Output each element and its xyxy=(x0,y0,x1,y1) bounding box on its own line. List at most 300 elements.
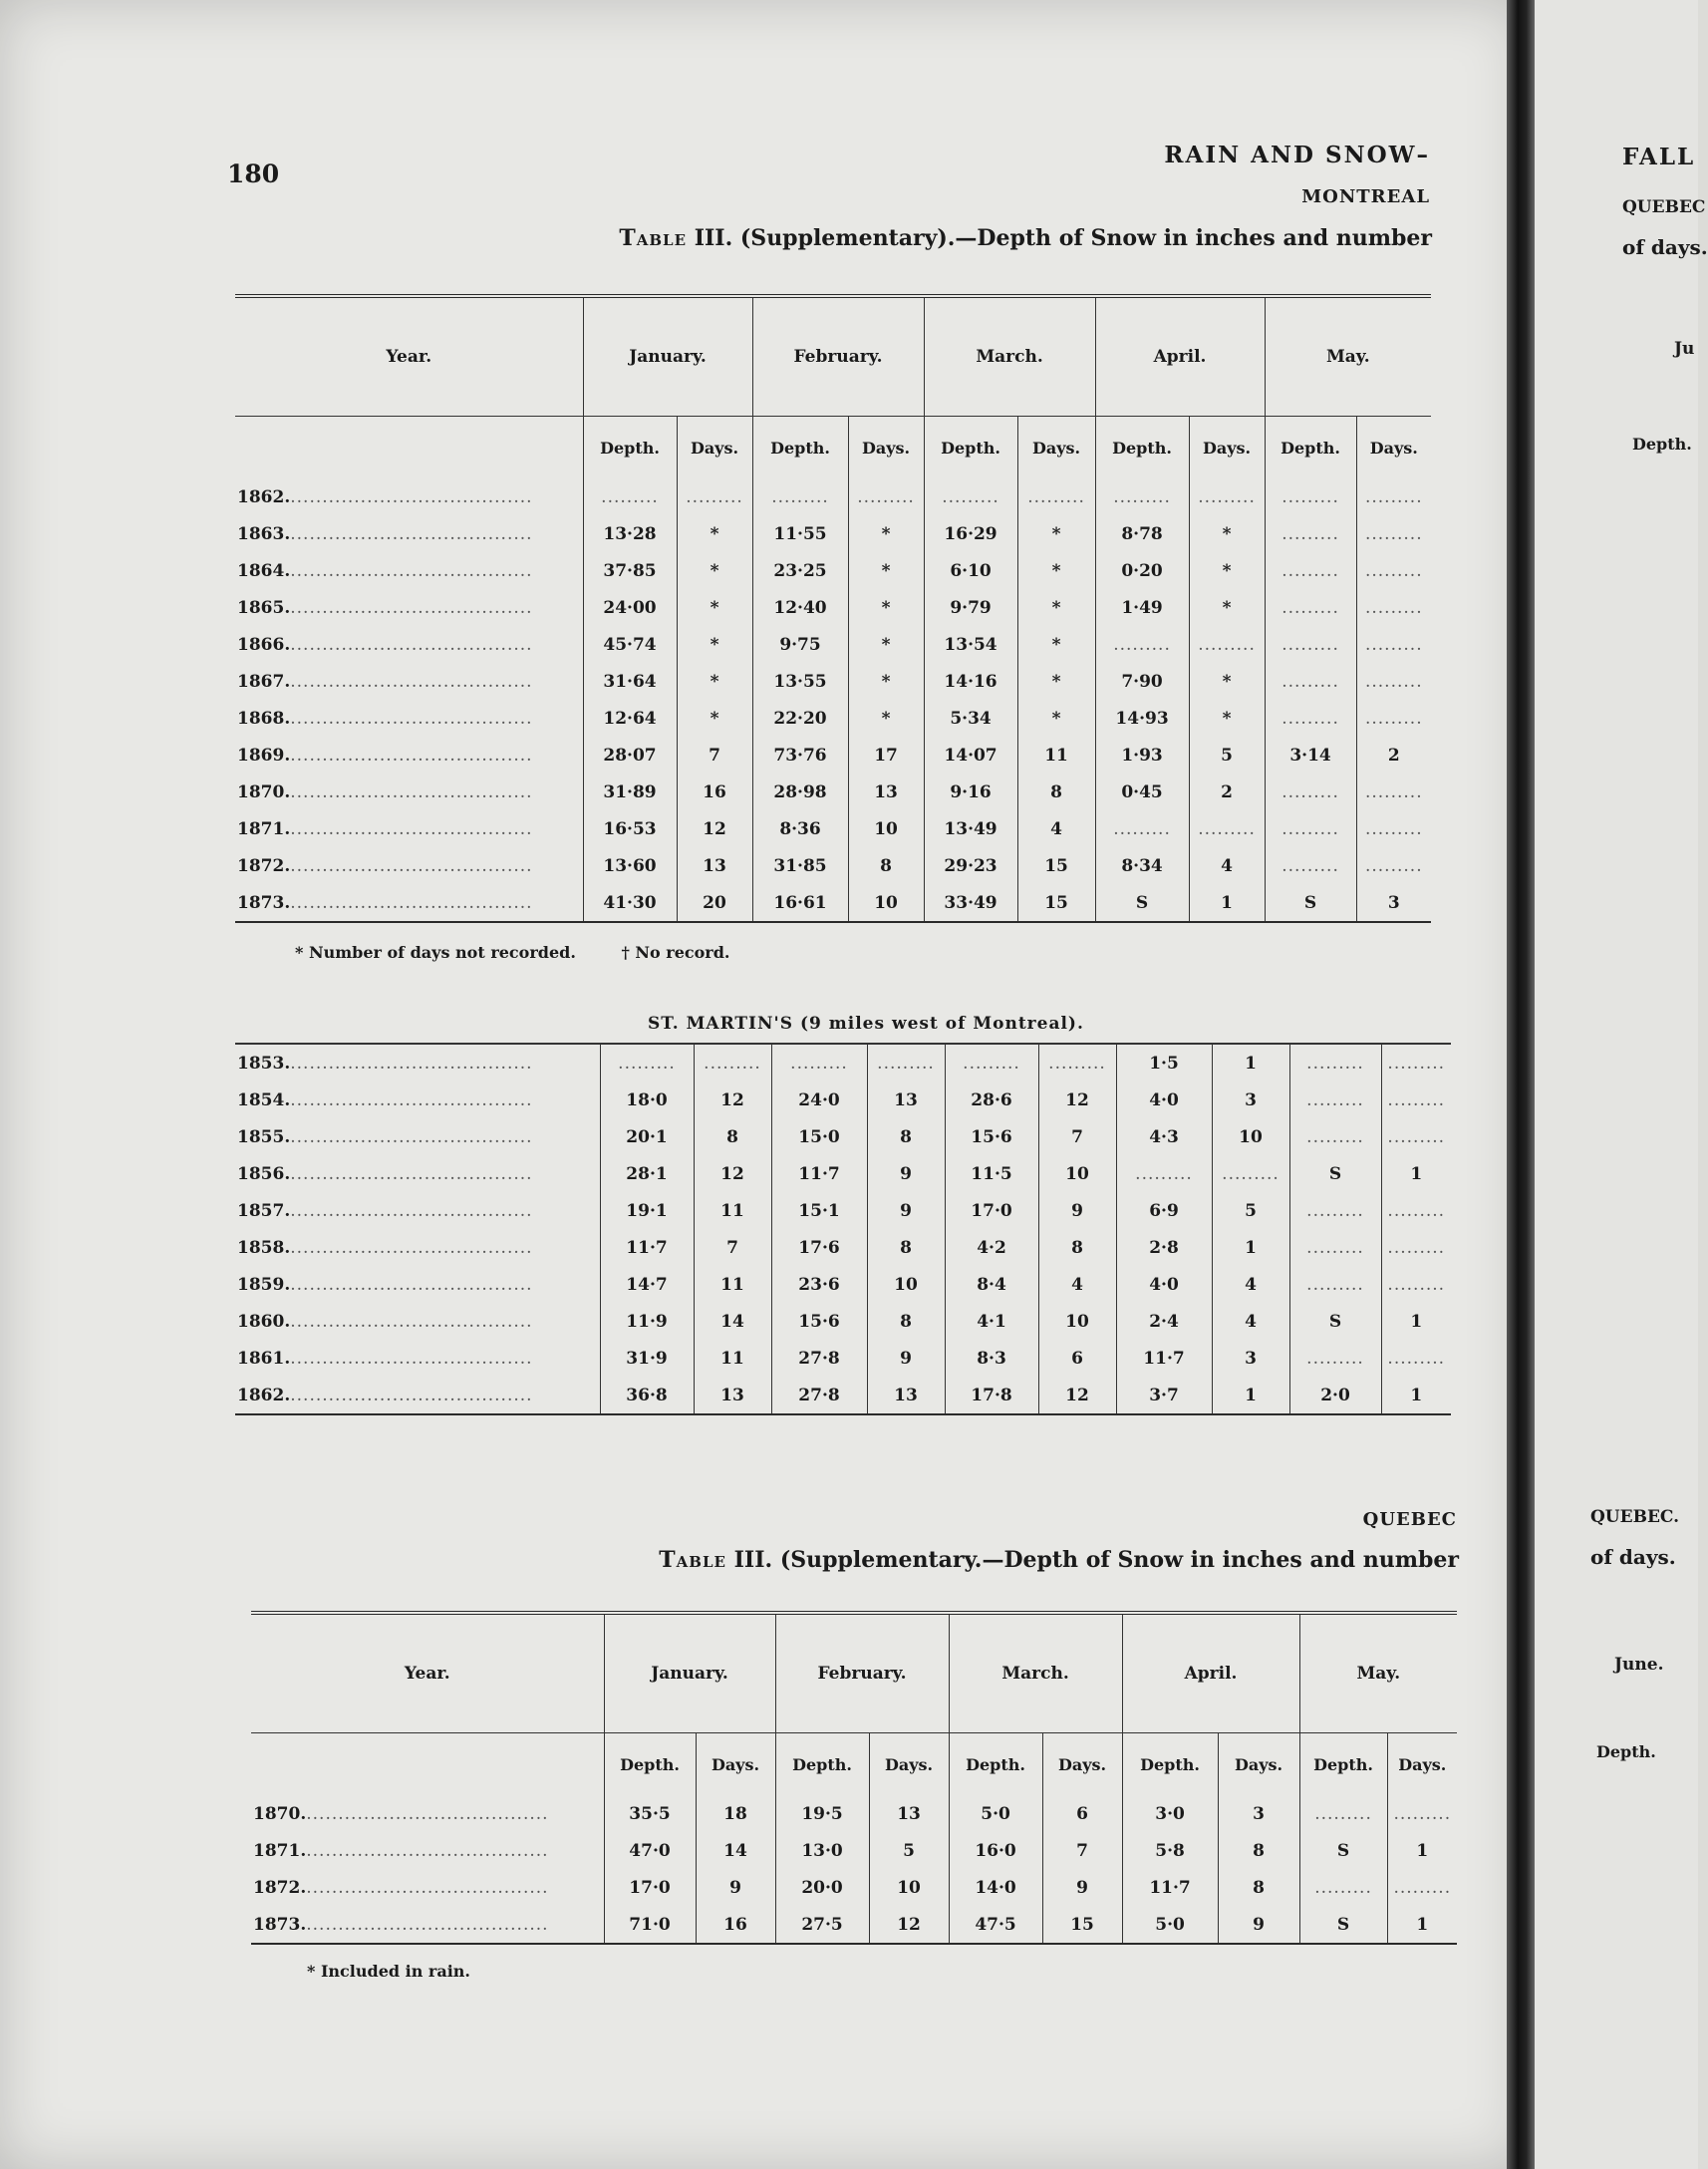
leader-dots: ...................................... xyxy=(290,781,533,802)
depth-cell: 15·6 xyxy=(771,1303,867,1340)
year-header: Year. xyxy=(251,1613,604,1733)
leader-dots: ...................................... xyxy=(290,1274,533,1295)
days-subheader: Days. xyxy=(1356,417,1431,479)
empty-cell: ......... xyxy=(1289,1118,1381,1155)
year-cell xyxy=(251,1869,604,1906)
days-cell: 3 xyxy=(1212,1082,1289,1118)
table-row xyxy=(235,1082,1451,1118)
days-cell: 11 xyxy=(694,1340,771,1377)
empty-cell: ......... xyxy=(1116,1155,1212,1192)
table-row xyxy=(251,1869,1457,1906)
empty-cell: ......... xyxy=(1265,774,1356,810)
depth-cell: 15·1 xyxy=(771,1192,867,1229)
days-cell: 16 xyxy=(677,774,752,810)
days-cell: 8 xyxy=(867,1118,945,1155)
depth-cell: 11·55 xyxy=(752,515,848,552)
depth-cell: 23·6 xyxy=(771,1266,867,1303)
empty-cell: ......... xyxy=(1356,478,1431,515)
days-cell: 3 xyxy=(1218,1795,1299,1832)
days-cell: * xyxy=(848,515,924,552)
year-cell xyxy=(235,700,583,737)
table-title-text: III. (Supplementary.—Depth of Snow in inches and number xyxy=(733,1547,1459,1573)
days-cell: 8 xyxy=(1017,774,1095,810)
days-cell: 1 xyxy=(1381,1377,1451,1414)
year-cell xyxy=(235,737,583,774)
empty-cell: ......... xyxy=(1356,774,1431,810)
leader-dots: ...................................... xyxy=(290,708,533,729)
depth-cell: 27·8 xyxy=(771,1377,867,1414)
year-label: 1871. xyxy=(237,818,291,839)
year-subheader-blank xyxy=(251,1733,604,1796)
days-cell: 6 xyxy=(1042,1795,1122,1832)
days-cell: 5 xyxy=(869,1832,949,1869)
depth-cell: 5·0 xyxy=(949,1795,1042,1832)
days-cell: * xyxy=(1017,700,1095,737)
leader-dots: ...................................... xyxy=(306,1877,549,1898)
depth-cell: 35·5 xyxy=(604,1795,696,1832)
year-cell xyxy=(235,1155,600,1192)
days-cell: 10 xyxy=(867,1266,945,1303)
empty-cell: ......... xyxy=(924,478,1017,515)
depth-subheader: Depth. xyxy=(1265,417,1356,479)
month-header-february: February. xyxy=(775,1613,949,1733)
facing-depth-bottom: Depth. xyxy=(1596,1742,1656,1761)
depth-cell: 13·55 xyxy=(752,663,848,700)
depth-cell: 31·85 xyxy=(752,847,848,884)
days-cell: 7 xyxy=(1042,1832,1122,1869)
empty-cell: ......... xyxy=(1265,847,1356,884)
days-cell: * xyxy=(677,589,752,626)
depth-cell: 8·36 xyxy=(752,810,848,847)
subheader-row xyxy=(251,1733,1457,1796)
depth-cell: 28·98 xyxy=(752,774,848,810)
facing-page xyxy=(1535,0,1708,2169)
depth-cell: 27·5 xyxy=(775,1906,869,1944)
days-cell: 1 xyxy=(1387,1906,1457,1944)
days-subheader: Days. xyxy=(869,1733,949,1796)
year-cell xyxy=(235,626,583,663)
depth-cell: 37·85 xyxy=(583,552,677,589)
table-row xyxy=(235,737,1431,774)
days-cell: * xyxy=(1017,552,1095,589)
year-label: 1868. xyxy=(237,708,291,729)
year-cell xyxy=(251,1906,604,1944)
year-cell xyxy=(235,1266,600,1303)
days-cell: 4 xyxy=(1212,1266,1289,1303)
year-label: 1860. xyxy=(237,1311,291,1332)
days-cell: 9 xyxy=(867,1340,945,1377)
depth-cell: 3·7 xyxy=(1116,1377,1212,1414)
depth-cell: 22·20 xyxy=(752,700,848,737)
depth-cell: 33·49 xyxy=(924,884,1017,922)
facing-month-bottom: June. xyxy=(1614,1655,1664,1675)
leader-dots: ...................................... xyxy=(290,1200,533,1221)
depth-cell: 0·20 xyxy=(1095,552,1189,589)
depth-cell: 11·7 xyxy=(1116,1340,1212,1377)
depth-cell: 14·93 xyxy=(1095,700,1189,737)
depth-cell: 2·0 xyxy=(1289,1377,1381,1414)
year-cell xyxy=(235,810,583,847)
station-montreal: MONTREAL xyxy=(1301,186,1430,207)
table-row xyxy=(235,552,1431,589)
empty-cell: ......... xyxy=(1265,700,1356,737)
empty-cell: ......... xyxy=(1381,1229,1451,1266)
year-label: 1869. xyxy=(237,745,291,766)
year-label: 1854. xyxy=(237,1089,291,1110)
depth-cell: 8·4 xyxy=(945,1266,1038,1303)
empty-cell: ......... xyxy=(1289,1229,1381,1266)
depth-cell: 4·0 xyxy=(1116,1082,1212,1118)
days-cell: 6 xyxy=(1038,1340,1116,1377)
depth-cell: S xyxy=(1289,1303,1381,1340)
leader-dots: ...................................... xyxy=(306,1840,549,1861)
empty-cell: ......... xyxy=(1265,478,1356,515)
depth-cell: 14·16 xyxy=(924,663,1017,700)
days-cell: 4 xyxy=(1189,847,1265,884)
leader-dots: ...................................... xyxy=(290,671,533,692)
depth-cell: 16·0 xyxy=(949,1832,1042,1869)
days-cell: 9 xyxy=(696,1869,775,1906)
depth-cell: 19·1 xyxy=(600,1192,694,1229)
depth-subheader: Depth. xyxy=(752,417,848,479)
depth-cell: 11·9 xyxy=(600,1303,694,1340)
depth-cell: 13·60 xyxy=(583,847,677,884)
table-row xyxy=(235,1118,1451,1155)
days-cell: 10 xyxy=(1038,1155,1116,1192)
table-row xyxy=(235,1192,1451,1229)
leader-dots: ...................................... xyxy=(290,855,533,876)
empty-cell: ......... xyxy=(1356,810,1431,847)
running-head: RAIN AND SNOW– xyxy=(1164,142,1430,168)
depth-subheader: Depth. xyxy=(949,1733,1042,1796)
depth-subheader: Depth. xyxy=(924,417,1017,479)
year-cell xyxy=(235,1303,600,1340)
days-cell: 11 xyxy=(694,1266,771,1303)
depth-cell: 28·1 xyxy=(600,1155,694,1192)
depth-cell: 4·3 xyxy=(1116,1118,1212,1155)
days-cell: * xyxy=(848,663,924,700)
days-cell: 12 xyxy=(869,1906,949,1944)
table-row xyxy=(235,1340,1451,1377)
days-cell: * xyxy=(1017,515,1095,552)
footnote-not-recorded: * Number of days not recorded. xyxy=(295,943,576,962)
days-cell: 9 xyxy=(1038,1192,1116,1229)
depth-subheader: Depth. xyxy=(775,1733,869,1796)
days-cell: * xyxy=(677,552,752,589)
facing-month-top: Ju xyxy=(1674,339,1695,359)
days-cell: 12 xyxy=(694,1082,771,1118)
subheader-row xyxy=(235,417,1431,479)
days-cell: 9 xyxy=(1042,1869,1122,1906)
depth-cell: 28·07 xyxy=(583,737,677,774)
quebec-snow-table xyxy=(251,1611,1457,1945)
empty-cell: ......... xyxy=(1265,663,1356,700)
table-row xyxy=(235,1044,1451,1082)
depth-cell: 36·8 xyxy=(600,1377,694,1414)
depth-cell: 73·76 xyxy=(752,737,848,774)
days-cell: 1 xyxy=(1212,1229,1289,1266)
year-label: 1870. xyxy=(253,1803,307,1824)
depth-cell: 14·7 xyxy=(600,1266,694,1303)
depth-cell: 8·78 xyxy=(1095,515,1189,552)
facing-station-bottom: QUEBEC. xyxy=(1590,1507,1680,1527)
year-cell xyxy=(235,1192,600,1229)
depth-cell: 9·75 xyxy=(752,626,848,663)
footnote-no-record: † No record. xyxy=(621,943,730,962)
depth-cell: 19·5 xyxy=(775,1795,869,1832)
year-cell xyxy=(235,1377,600,1414)
table-row xyxy=(251,1832,1457,1869)
days-cell: * xyxy=(1189,515,1265,552)
leader-dots: ...................................... xyxy=(290,597,533,618)
days-cell: 8 xyxy=(1218,1832,1299,1869)
year-label: 1870. xyxy=(237,781,291,802)
depth-cell: 31·89 xyxy=(583,774,677,810)
days-cell: * xyxy=(677,515,752,552)
depth-cell: 23·25 xyxy=(752,552,848,589)
empty-cell: ......... xyxy=(1212,1155,1289,1192)
empty-cell: ......... xyxy=(1095,478,1189,515)
days-cell: 20 xyxy=(677,884,752,922)
year-cell xyxy=(235,884,583,922)
days-cell: * xyxy=(1189,552,1265,589)
facing-depth-top: Depth. xyxy=(1632,435,1692,454)
days-cell: 14 xyxy=(696,1832,775,1869)
depth-subheader: Depth. xyxy=(1299,1733,1387,1796)
empty-cell: ......... xyxy=(1356,552,1431,589)
empty-cell: ......... xyxy=(867,1044,945,1082)
table-row xyxy=(235,884,1431,922)
days-cell: 13 xyxy=(869,1795,949,1832)
days-cell: 13 xyxy=(867,1377,945,1414)
depth-cell: 16·61 xyxy=(752,884,848,922)
month-header-may: May. xyxy=(1299,1613,1457,1733)
days-cell: * xyxy=(1017,663,1095,700)
days-cell: 3 xyxy=(1356,884,1431,922)
depth-cell: 2·8 xyxy=(1116,1229,1212,1266)
table-row xyxy=(235,1377,1451,1414)
facing-running-head: FALL xyxy=(1622,144,1696,170)
days-cell: 10 xyxy=(848,884,924,922)
days-cell: 16 xyxy=(696,1906,775,1944)
empty-cell: ......... xyxy=(1265,589,1356,626)
days-cell: 11 xyxy=(694,1192,771,1229)
leader-dots: ...................................... xyxy=(290,1311,533,1332)
table-label: Table xyxy=(659,1547,726,1573)
depth-cell: 27·8 xyxy=(771,1340,867,1377)
empty-cell: ......... xyxy=(1356,626,1431,663)
year-label: 1873. xyxy=(237,892,291,913)
days-cell: * xyxy=(1189,589,1265,626)
month-header-january: January. xyxy=(604,1613,775,1733)
days-subheader: Days. xyxy=(1017,417,1095,479)
days-cell: 9 xyxy=(1218,1906,1299,1944)
depth-cell: 12·64 xyxy=(583,700,677,737)
depth-cell: 31·9 xyxy=(600,1340,694,1377)
leader-dots: ...................................... xyxy=(290,745,533,766)
days-subheader: Days. xyxy=(1189,417,1265,479)
year-label: 1872. xyxy=(237,855,291,876)
depth-cell: 45·74 xyxy=(583,626,677,663)
days-cell: 13 xyxy=(694,1377,771,1414)
year-label: 1855. xyxy=(237,1126,291,1147)
empty-cell: ......... xyxy=(1289,1266,1381,1303)
empty-cell: ......... xyxy=(771,1044,867,1082)
leader-dots: ...................................... xyxy=(290,892,533,913)
table-row xyxy=(235,1155,1451,1192)
leader-dots: ...................................... xyxy=(290,818,533,839)
depth-cell: 16·29 xyxy=(924,515,1017,552)
depth-cell: 5·34 xyxy=(924,700,1017,737)
depth-cell: 71·0 xyxy=(604,1906,696,1944)
montreal-footnotes xyxy=(295,943,769,962)
year-cell xyxy=(235,478,583,515)
month-header-may: May. xyxy=(1265,296,1431,417)
empty-cell: ......... xyxy=(1289,1044,1381,1082)
depth-cell: 20·0 xyxy=(775,1869,869,1906)
leader-dots: ...................................... xyxy=(290,1237,533,1258)
table-row xyxy=(235,1266,1451,1303)
depth-cell: 28·6 xyxy=(945,1082,1038,1118)
days-cell: 18 xyxy=(696,1795,775,1832)
year-cell xyxy=(235,1340,600,1377)
year-label: 1857. xyxy=(237,1200,291,1221)
table-row xyxy=(235,1229,1451,1266)
days-cell: 15 xyxy=(1017,847,1095,884)
depth-cell: 15·6 xyxy=(945,1118,1038,1155)
empty-cell: ......... xyxy=(1381,1266,1451,1303)
depth-cell: S xyxy=(1095,884,1189,922)
year-label: 1861. xyxy=(237,1348,291,1369)
depth-cell: 13·28 xyxy=(583,515,677,552)
leader-dots: ...................................... xyxy=(290,486,533,507)
days-cell: * xyxy=(677,663,752,700)
year-label: 1864. xyxy=(237,560,291,581)
leader-dots: ...................................... xyxy=(290,1348,533,1369)
month-header-march: March. xyxy=(924,296,1095,417)
days-cell: * xyxy=(1189,700,1265,737)
days-cell: 12 xyxy=(694,1155,771,1192)
days-cell: 8 xyxy=(694,1118,771,1155)
depth-cell: 11·5 xyxy=(945,1155,1038,1192)
days-cell: 1 xyxy=(1381,1155,1451,1192)
table-row xyxy=(235,1303,1451,1340)
leader-dots: ...................................... xyxy=(290,1126,533,1147)
days-cell: 10 xyxy=(869,1869,949,1906)
year-cell xyxy=(235,774,583,810)
depth-cell: 16·53 xyxy=(583,810,677,847)
depth-cell: 0·45 xyxy=(1095,774,1189,810)
leader-dots: ...................................... xyxy=(290,560,533,581)
days-subheader: Days. xyxy=(677,417,752,479)
depth-cell: 13·49 xyxy=(924,810,1017,847)
station-quebec: QUEBEC xyxy=(1362,1509,1457,1530)
empty-cell: ......... xyxy=(694,1044,771,1082)
facing-station-top: QUEBEC xyxy=(1622,197,1706,217)
table-row xyxy=(235,774,1431,810)
depth-cell: 11·7 xyxy=(771,1155,867,1192)
depth-subheader: Depth. xyxy=(1122,1733,1218,1796)
days-cell: 1 xyxy=(1212,1377,1289,1414)
month-header-april: April. xyxy=(1122,1613,1299,1733)
days-cell: 10 xyxy=(1038,1303,1116,1340)
year-header: Year. xyxy=(235,296,583,417)
empty-cell: ......... xyxy=(1189,810,1265,847)
year-label: 1867. xyxy=(237,671,291,692)
empty-cell: ......... xyxy=(600,1044,694,1082)
days-cell: * xyxy=(677,626,752,663)
days-cell: 9 xyxy=(867,1192,945,1229)
days-subheader: Days. xyxy=(1218,1733,1299,1796)
quebec-footnote: * Included in rain. xyxy=(307,1962,470,1981)
empty-cell: ......... xyxy=(1356,515,1431,552)
depth-cell: 5·0 xyxy=(1122,1906,1218,1944)
table-row xyxy=(235,478,1431,515)
depth-cell: 4·0 xyxy=(1116,1266,1212,1303)
depth-cell: 6·10 xyxy=(924,552,1017,589)
depth-cell: 24·00 xyxy=(583,589,677,626)
days-subheader: Days. xyxy=(1042,1733,1122,1796)
empty-cell: ......... xyxy=(1381,1192,1451,1229)
empty-cell: ......... xyxy=(1299,1869,1387,1906)
depth-cell: 47·0 xyxy=(604,1832,696,1869)
empty-cell: ......... xyxy=(848,478,924,515)
year-cell xyxy=(235,1082,600,1118)
depth-cell: 15·0 xyxy=(771,1118,867,1155)
empty-cell: ......... xyxy=(1299,1795,1387,1832)
year-cell xyxy=(235,1044,600,1082)
depth-cell: 17·8 xyxy=(945,1377,1038,1414)
empty-cell: ......... xyxy=(1381,1044,1451,1082)
table-row xyxy=(235,626,1431,663)
days-cell: 2 xyxy=(1356,737,1431,774)
depth-cell: 17·0 xyxy=(604,1869,696,1906)
empty-cell: ......... xyxy=(1038,1044,1116,1082)
table-row xyxy=(235,589,1431,626)
month-header-march: March. xyxy=(949,1613,1122,1733)
year-label: 1871. xyxy=(253,1840,307,1861)
days-cell: 7 xyxy=(677,737,752,774)
depth-cell: 17·6 xyxy=(771,1229,867,1266)
year-label: 1873. xyxy=(253,1914,307,1935)
days-cell: 1 xyxy=(1212,1044,1289,1082)
days-cell: * xyxy=(848,700,924,737)
depth-cell: S xyxy=(1265,884,1356,922)
empty-cell: ......... xyxy=(677,478,752,515)
days-cell: 1 xyxy=(1387,1832,1457,1869)
montreal-snow-table xyxy=(235,294,1431,923)
depth-cell: 1·49 xyxy=(1095,589,1189,626)
depth-cell: 47·5 xyxy=(949,1906,1042,1944)
empty-cell: ......... xyxy=(1189,626,1265,663)
year-label: 1866. xyxy=(237,634,291,655)
empty-cell: ......... xyxy=(1356,663,1431,700)
depth-cell: 1·93 xyxy=(1095,737,1189,774)
leader-dots: ...................................... xyxy=(290,1053,533,1074)
empty-cell: ......... xyxy=(1265,552,1356,589)
table-row xyxy=(251,1906,1457,1944)
empty-cell: ......... xyxy=(1289,1340,1381,1377)
depth-cell: 13·0 xyxy=(775,1832,869,1869)
st-martins-snow-table xyxy=(235,1043,1451,1415)
depth-cell: 14·07 xyxy=(924,737,1017,774)
depth-cell: 9·79 xyxy=(924,589,1017,626)
empty-cell: ......... xyxy=(1387,1795,1457,1832)
days-cell: 4 xyxy=(1017,810,1095,847)
table-row xyxy=(235,700,1431,737)
empty-cell: ......... xyxy=(1289,1192,1381,1229)
days-cell: * xyxy=(848,626,924,663)
